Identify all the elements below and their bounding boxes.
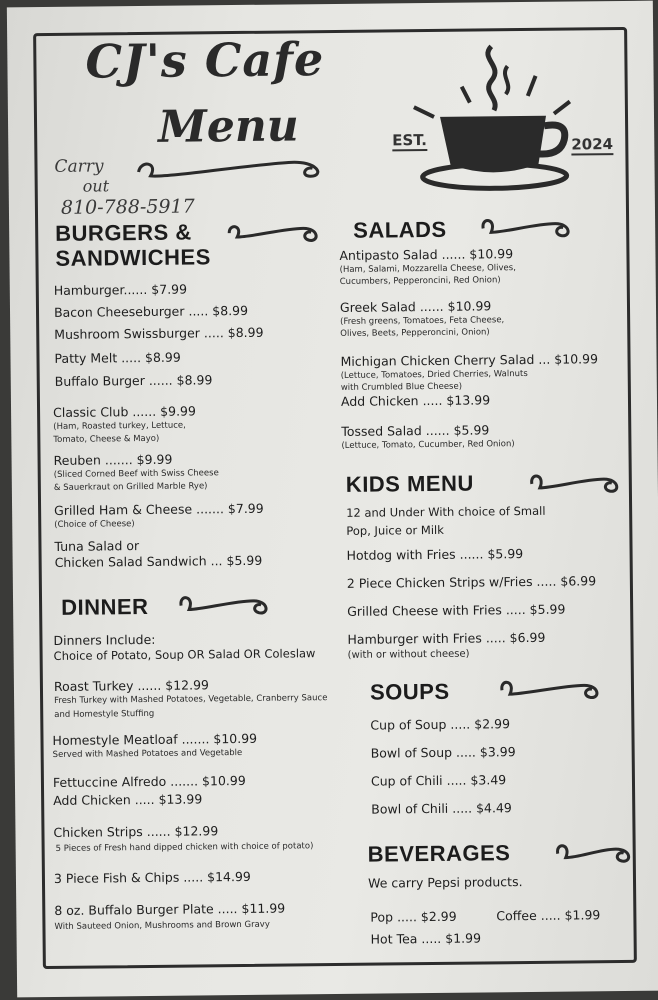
dinner-flourish — [173, 589, 273, 620]
menu-item-fettuccine-alfredo: Fettuccine Alfredo ....... $10.99 — [52, 772, 246, 790]
menu-item-fish-chips: 3 Piece Fish & Chips ..... $14.99 — [53, 868, 251, 886]
menu-item-reuben: Reuben ....... $9.99 — [53, 451, 173, 468]
dinner-heading: DINNER — [60, 593, 149, 620]
menu-item-patty-melt: Patty Melt ..... $8.99 — [54, 349, 181, 366]
menu-item-tuna-salad: Tuna Salad or — [54, 538, 140, 554]
menu-item-pop: Pop ..... $2.99 — [370, 908, 457, 925]
title-flourish — [128, 152, 328, 188]
antipasto-desc1: (Ham, Salami, Mozzarella Cheese, Olives, — [339, 263, 516, 275]
hamburger-fries-desc1: (with or without cheese) — [347, 648, 470, 661]
menu-title: Menu — [157, 100, 300, 153]
est-label: EST. — [392, 131, 428, 150]
menu-item-greek-salad: Greek Salad ...... $10.99 — [339, 298, 492, 315]
classic-club-desc1: (Ham, Roasted turkey, Lettuce, — [53, 420, 186, 432]
menu-item-buffalo-burger: Buffalo Burger ...... $8.99 — [54, 372, 213, 389]
menu-item-chicken-strips: Chicken Strips ...... $12.99 — [53, 823, 219, 840]
handwritten-phone: 810-788-5917 — [60, 195, 195, 219]
menu-item-roast-turkey: Roast Turkey ...... $12.99 — [53, 677, 210, 694]
menu-item-coffee: Coffee ..... $1.99 — [496, 907, 601, 924]
est-year: 2024 — [571, 135, 614, 154]
greek-desc1: (Fresh greens, Tomatoes, Feta Cheese, — [340, 315, 505, 327]
menu-item-hotdog-fries: Hotdog with Fries ...... $5.99 — [346, 546, 524, 563]
burgers-heading — [55, 219, 211, 271]
soups-heading: SOUPS — [369, 678, 450, 705]
menu-item-fettuccine-add-chicken: Add Chicken ..... $13.99 — [53, 791, 203, 808]
buffalo-plate-desc1: With Sauteed Onion, Mushrooms and Brown Gravy — [54, 919, 270, 932]
kids-flourish — [524, 467, 624, 498]
greek-desc2: Olives, Beets, Pepperoncini, Onion) — [340, 327, 490, 339]
menu-item-bowl-chili: Bowl of Chili ..... $4.49 — [371, 800, 512, 817]
antipasto-desc2: Cucumbers, Pepperoncini, Red Onion) — [339, 275, 501, 287]
menu-item-chicken-salad: Chicken Salad Sandwich ... $5.99 — [54, 552, 263, 570]
menu-item-hot-tea: Hot Tea ..... $1.99 — [370, 930, 482, 947]
michigan-desc1: (Lettuce, Tomatoes, Dried Cherries, Walnuts — [340, 368, 528, 381]
menu-paper — [7, 1, 658, 998]
burgers-heading-line1: BURGERS & — [55, 219, 192, 246]
soups-flourish — [494, 673, 604, 704]
menu-item-buffalo-burger-plate: 8 oz. Buffalo Burger Plate ..... $11.99 — [54, 900, 286, 918]
menu-item-bowl-soup: Bowl of Soup ..... $3.99 — [370, 744, 516, 761]
dinner-includes-line1: Dinners Include: — [53, 631, 156, 648]
classic-club-desc2: Tomato, Cheese & Mayo) — [53, 433, 160, 445]
menu-item-bacon-cheeseburger: Bacon Cheeseburger ..... $8.99 — [53, 302, 249, 320]
reuben-desc1: (Sliced Corned Beef with Swiss Cheese — [53, 468, 219, 480]
beverages-heading: BEVERAGES — [367, 840, 511, 867]
menu-item-cup-soup: Cup of Soup ..... $2.99 — [370, 716, 511, 733]
kids-note-line1: 12 and Under With choice of Small — [346, 503, 546, 520]
grilled-ham-desc1: (Choice of Cheese) — [54, 519, 135, 530]
beverages-flourish — [550, 837, 640, 868]
burgers-heading-line2: SANDWICHES — [55, 244, 211, 271]
menu-item-grilled-cheese-fries: Grilled Cheese with Fries ..... $5.99 — [347, 601, 566, 619]
roast-turkey-desc1: Fresh Turkey with Mashed Potatoes, Vegetable, Cranberry Sauce — [54, 693, 328, 706]
chicken-strips-desc1: 5 Pieces of Fresh hand dipped chicken with choice of potato) — [55, 841, 314, 854]
menu-item-hamburger-fries: Hamburger with Fries ..... $6.99 — [347, 629, 546, 647]
burgers-flourish — [223, 218, 323, 247]
menu-item-antipasto-salad: Antipasto Salad ...... $10.99 — [339, 246, 514, 263]
reuben-desc2: & Sauerkraut on Grilled Marble Rye) — [53, 481, 208, 493]
tossed-desc1: (Lettuce, Tomato, Cucumber, Red Onion) — [341, 439, 515, 451]
menu-item-chicken-strips-fries: 2 Piece Chicken Strips w/Fries ..... $6.99 — [346, 573, 597, 591]
menu-item-hamburger: Hamburger...... $7.99 — [53, 281, 188, 298]
beverages-note: We carry Pepsi products. — [367, 874, 523, 891]
kids-heading: KIDS MENU — [345, 470, 474, 497]
meatloaf-desc1: Served with Mashed Potatoes and Vegetable — [52, 747, 243, 760]
menu-item-tossed-salad: Tossed Salad ...... $5.99 — [341, 422, 490, 439]
michigan-desc2: with Crumbled Blue Cheese) — [340, 381, 463, 393]
menu-item-grilled-ham-cheese: Grilled Ham & Cheese ....... $7.99 — [54, 500, 264, 518]
menu-item-mushroom-swissburger: Mushroom Swissburger ..... $8.99 — [54, 324, 264, 342]
kids-note-line2: Pop, Juice or Milk — [346, 522, 444, 538]
menu-item-classic-club: Classic Club ...... $9.99 — [52, 403, 196, 420]
coffee-cup-icon — [403, 35, 605, 197]
cafe-title: CJ's Cafe — [85, 32, 325, 89]
roast-turkey-desc2: and Homestyle Stuffing — [54, 708, 155, 720]
menu-item-homestyle-meatloaf: Homestyle Meatloaf ....... $10.99 — [52, 730, 258, 748]
salads-heading: SALADS — [353, 216, 447, 243]
dinner-includes-line2: Choice of Potato, Soup OR Salad OR Coleslaw — [53, 646, 316, 663]
menu-item-michigan-add-chicken: Add Chicken ..... $13.99 — [340, 392, 491, 409]
menu-item-cup-chili: Cup of Chili ..... $3.49 — [370, 772, 507, 789]
handwritten-out: out — [82, 176, 110, 196]
salads-flourish — [475, 211, 575, 242]
handwritten-carry: Carry — [54, 156, 104, 177]
menu-item-michigan-chicken-cherry-salad: Michigan Chicken Cherry Salad ... $10.99 — [340, 351, 599, 369]
